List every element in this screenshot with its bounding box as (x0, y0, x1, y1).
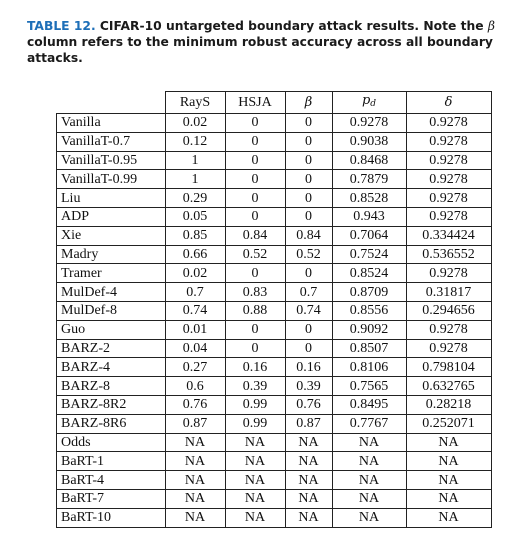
header-pd (332, 92, 406, 114)
row-value-cell: NA (406, 508, 491, 527)
table-caption (27, 18, 497, 66)
row-method-name: MulDef-8 (57, 301, 166, 320)
row-value-cell: NA (332, 489, 406, 508)
row-value-cell: 0.632765 (406, 377, 491, 396)
row-value-cell: 0 (225, 264, 285, 283)
header-beta (285, 92, 332, 114)
row-method-name: BaRT-1 (57, 452, 166, 471)
row-value-cell: 0.9278 (406, 151, 491, 170)
row-method-name: BARZ-8R6 (57, 414, 166, 433)
table-row (57, 339, 492, 358)
row-value-cell: 0.16 (285, 358, 332, 377)
table-row (57, 320, 492, 339)
row-value-cell: 0 (225, 339, 285, 358)
row-value-cell: 0.84 (285, 226, 332, 245)
row-value-cell: NA (165, 489, 225, 508)
table-label: TABLE 12. (27, 19, 96, 33)
row-method-name: VanillaT-0.7 (57, 132, 166, 151)
row-value-cell: 0.29 (165, 189, 225, 208)
results-table (56, 91, 492, 528)
row-value-cell: 0.12 (165, 132, 225, 151)
row-value-cell: 0.8495 (332, 395, 406, 414)
row-value-cell: 0.76 (165, 395, 225, 414)
row-value-cell: 0.02 (165, 114, 225, 133)
table-row (57, 489, 492, 508)
row-value-cell: 0.66 (165, 245, 225, 264)
row-value-cell: 0.7 (165, 283, 225, 302)
row-value-cell: 0.16 (225, 358, 285, 377)
row-value-cell: 0.28218 (406, 395, 491, 414)
row-value-cell: 0.294656 (406, 301, 491, 320)
table-row (57, 433, 492, 452)
row-value-cell: 0.8468 (332, 151, 406, 170)
row-value-cell: 0.9278 (406, 189, 491, 208)
row-value-cell: 0.7565 (332, 377, 406, 396)
row-value-cell: NA (225, 489, 285, 508)
row-value-cell: 0.87 (165, 414, 225, 433)
row-method-name: BaRT-7 (57, 489, 166, 508)
row-value-cell: 0 (285, 151, 332, 170)
row-value-cell: 0.9278 (406, 170, 491, 189)
caption-text-after: column refers to the minimum robust accuracy across all boundary attacks. (27, 35, 493, 65)
table-row (57, 508, 492, 527)
row-value-cell: NA (285, 452, 332, 471)
row-value-cell: 0 (225, 114, 285, 133)
row-value-cell: 0.9278 (406, 339, 491, 358)
table-row (57, 132, 492, 151)
row-method-name: Guo (57, 320, 166, 339)
row-method-name: Vanilla (57, 114, 166, 133)
row-value-cell: NA (332, 471, 406, 490)
row-value-cell: NA (406, 471, 491, 490)
row-value-cell: NA (285, 508, 332, 527)
row-method-name: BaRT-4 (57, 471, 166, 490)
row-value-cell: 0 (225, 132, 285, 151)
table-row (57, 207, 492, 226)
row-value-cell: 0.8709 (332, 283, 406, 302)
table-row (57, 151, 492, 170)
row-value-cell: 0.9278 (406, 264, 491, 283)
row-value-cell: 0.99 (225, 414, 285, 433)
table-row (57, 283, 492, 302)
row-value-cell: 0.05 (165, 207, 225, 226)
row-value-cell: 0.27 (165, 358, 225, 377)
row-value-cell: 0 (225, 320, 285, 339)
table-row (57, 414, 492, 433)
row-value-cell: 0.7767 (332, 414, 406, 433)
row-value-cell: 0 (285, 264, 332, 283)
row-method-name: Liu (57, 189, 166, 208)
row-value-cell: NA (332, 508, 406, 527)
row-value-cell: 0.31817 (406, 283, 491, 302)
table-row (57, 114, 492, 133)
header-blank-cell (57, 92, 166, 114)
row-value-cell: NA (285, 433, 332, 452)
row-value-cell: 0.02 (165, 264, 225, 283)
row-value-cell: 0.85 (165, 226, 225, 245)
row-value-cell: 0.8528 (332, 189, 406, 208)
table-row (57, 377, 492, 396)
row-value-cell: 1 (165, 170, 225, 189)
table-row (57, 358, 492, 377)
row-value-cell: 0.798104 (406, 358, 491, 377)
row-value-cell: 0 (225, 151, 285, 170)
row-value-cell: 0 (285, 320, 332, 339)
row-value-cell: 0.8106 (332, 358, 406, 377)
row-value-cell: 0.334424 (406, 226, 491, 245)
row-value-cell: 0.7064 (332, 226, 406, 245)
caption-text-before: CIFAR-10 untargeted boundary attack results. Note the (95, 19, 488, 33)
row-value-cell: NA (332, 433, 406, 452)
row-value-cell: 0.74 (165, 301, 225, 320)
row-value-cell: 0.8507 (332, 339, 406, 358)
row-value-cell: 0 (285, 189, 332, 208)
row-value-cell: 0.04 (165, 339, 225, 358)
row-method-name: Xie (57, 226, 166, 245)
row-value-cell: 0.9278 (406, 320, 491, 339)
row-value-cell: 0 (285, 170, 332, 189)
row-method-name: Tramer (57, 264, 166, 283)
row-value-cell: 0.52 (225, 245, 285, 264)
row-value-cell: NA (165, 508, 225, 527)
row-value-cell: 0.8524 (332, 264, 406, 283)
row-method-name: ADP (57, 207, 166, 226)
row-method-name: BARZ-4 (57, 358, 166, 377)
row-value-cell: 0.943 (332, 207, 406, 226)
row-value-cell: 0.9278 (406, 132, 491, 151)
row-value-cell: NA (225, 508, 285, 527)
row-value-cell: 0.01 (165, 320, 225, 339)
row-value-cell: 0 (285, 207, 332, 226)
row-value-cell: 0.99 (225, 395, 285, 414)
row-value-cell: 0.83 (225, 283, 285, 302)
table-row (57, 264, 492, 283)
row-value-cell: NA (225, 452, 285, 471)
table-row (57, 245, 492, 264)
row-method-name: BARZ-8R2 (57, 395, 166, 414)
header-pd-subscript: d (370, 99, 377, 109)
row-method-name: VanillaT-0.95 (57, 151, 166, 170)
row-value-cell: NA (225, 471, 285, 490)
row-value-cell: NA (165, 471, 225, 490)
header-delta-symbol: δ (444, 95, 453, 110)
row-value-cell: NA (406, 433, 491, 452)
row-value-cell: 0.7524 (332, 245, 406, 264)
row-value-cell: NA (285, 471, 332, 490)
table-body (57, 114, 492, 528)
row-method-name: Madry (57, 245, 166, 264)
row-value-cell: NA (406, 489, 491, 508)
row-value-cell: NA (225, 433, 285, 452)
row-value-cell: 0.74 (285, 301, 332, 320)
row-value-cell: 0.9278 (406, 207, 491, 226)
row-value-cell: NA (165, 433, 225, 452)
row-value-cell: 0.9038 (332, 132, 406, 151)
row-value-cell: 0.6 (165, 377, 225, 396)
table-row (57, 301, 492, 320)
table-row (57, 395, 492, 414)
row-method-name: BaRT-10 (57, 508, 166, 527)
row-value-cell: 1 (165, 151, 225, 170)
row-value-cell: 0 (225, 170, 285, 189)
row-value-cell: 0.84 (225, 226, 285, 245)
row-method-name: VanillaT-0.99 (57, 170, 166, 189)
row-value-cell: 0 (285, 132, 332, 151)
row-value-cell: 0.8556 (332, 301, 406, 320)
header-rays: RayS (165, 92, 225, 114)
row-value-cell: 0.52 (285, 245, 332, 264)
row-value-cell: NA (285, 489, 332, 508)
header-beta-symbol: β (304, 95, 313, 110)
row-value-cell: 0.536552 (406, 245, 491, 264)
row-method-name: BARZ-8 (57, 377, 166, 396)
header-hsja: HSJA (225, 92, 285, 114)
table-row (57, 226, 492, 245)
row-value-cell: 0.76 (285, 395, 332, 414)
row-method-name: MulDef-4 (57, 283, 166, 302)
row-method-name: Odds (57, 433, 166, 452)
row-value-cell: 0.9278 (406, 114, 491, 133)
header-row (57, 92, 492, 114)
caption-beta-symbol: β (487, 19, 495, 33)
row-value-cell: 0.7879 (332, 170, 406, 189)
table-row (57, 471, 492, 490)
row-value-cell: 0.39 (225, 377, 285, 396)
header-pd-symbol: p (361, 93, 371, 108)
table-row (57, 170, 492, 189)
header-delta (406, 92, 491, 114)
row-method-name: BARZ-2 (57, 339, 166, 358)
row-value-cell: 0.9278 (332, 114, 406, 133)
row-value-cell: 0.9092 (332, 320, 406, 339)
table-row (57, 452, 492, 471)
row-value-cell: NA (165, 452, 225, 471)
row-value-cell: 0.39 (285, 377, 332, 396)
row-value-cell: NA (406, 452, 491, 471)
row-value-cell: 0 (285, 339, 332, 358)
row-value-cell: 0.7 (285, 283, 332, 302)
row-value-cell: 0.88 (225, 301, 285, 320)
table-row (57, 189, 492, 208)
row-value-cell: 0 (225, 207, 285, 226)
row-value-cell: NA (332, 452, 406, 471)
row-value-cell: 0.252071 (406, 414, 491, 433)
row-value-cell: 0 (225, 189, 285, 208)
row-value-cell: 0 (285, 114, 332, 133)
row-value-cell: 0.87 (285, 414, 332, 433)
